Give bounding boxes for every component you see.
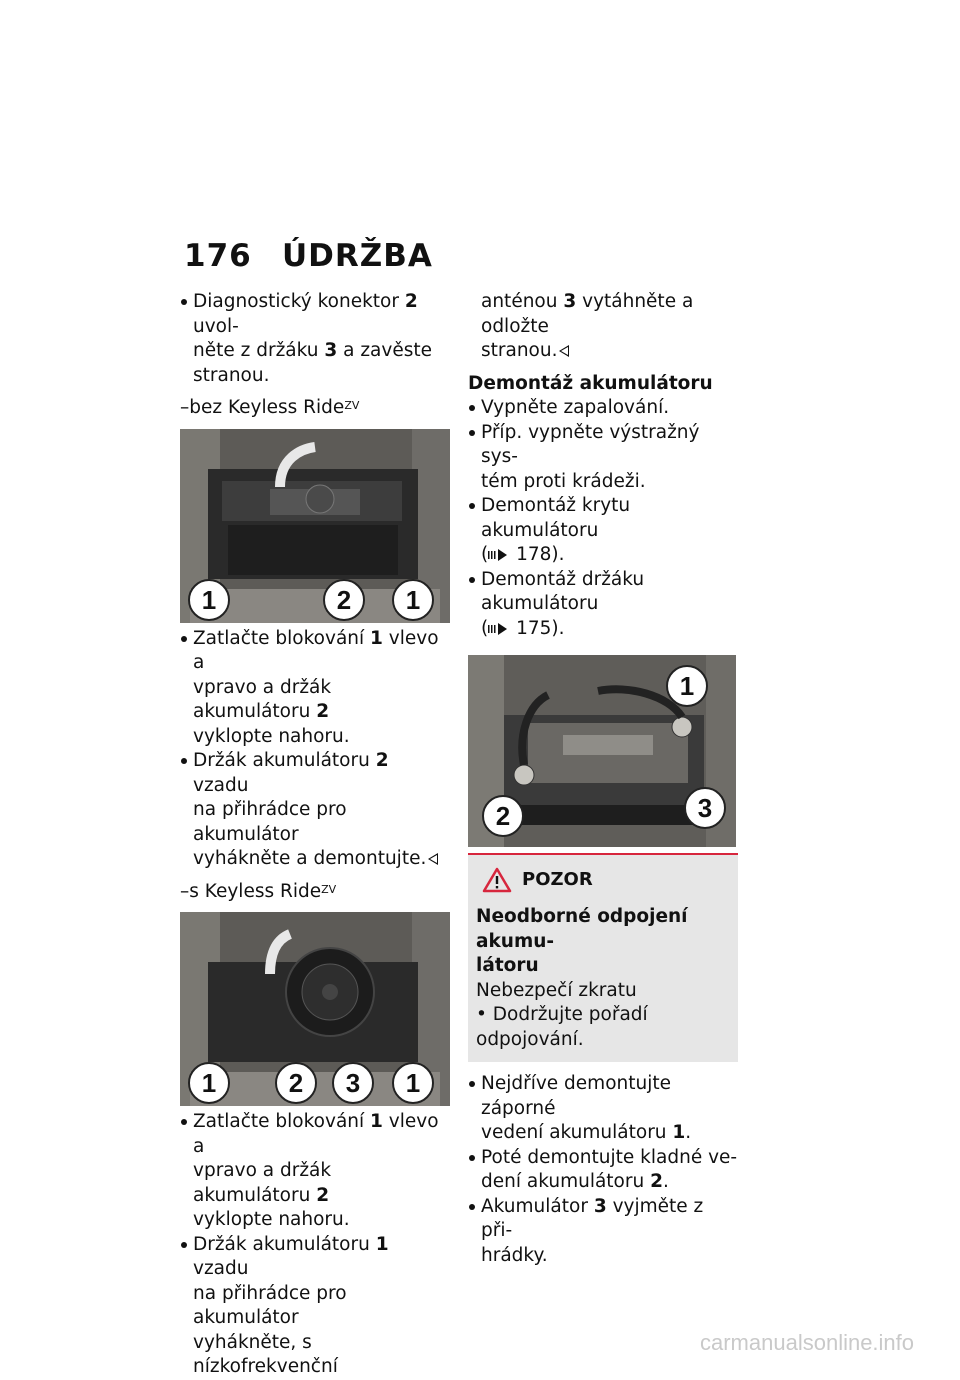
right-column — [468, 290, 738, 1268]
callout-1: 1 — [666, 665, 708, 707]
photo-battery-holder — [180, 429, 450, 623]
warning-box — [468, 853, 738, 1062]
list-item: Poté demontujte kladné ve- dení akumulátoru 2. — [468, 1146, 738, 1195]
list-item: Akumulátor 3 vyjměte z při- hrádky. — [468, 1195, 738, 1269]
callout-1-right: 1 — [392, 1062, 434, 1104]
callout-2: 2 — [482, 795, 524, 837]
callout-1-left: 1 — [188, 579, 230, 621]
page-reference-link[interactable]: 178). — [516, 544, 565, 565]
callout-1-right: 1 — [392, 579, 434, 621]
section-label-without-keyless: –bez Keyless Ride$^{ZV}$ — [180, 397, 360, 418]
photo-battery-terminals — [468, 655, 736, 847]
list-item: Nejdříve demontujte záporné vedení akumulátoru 1. — [468, 1072, 738, 1146]
callout-2: 2 — [323, 579, 365, 621]
list-item: Demontáž krytu akumulátoru ( 178). — [468, 494, 738, 568]
list-item: Příp. vypněte výstražný sys- tém proti krádeži. — [468, 421, 738, 495]
warning-triangle-icon — [482, 867, 512, 893]
page-reference-link[interactable]: 175). — [516, 617, 565, 639]
page-reference-icon — [488, 624, 510, 634]
photo-battery-holder-keyless — [180, 912, 450, 1106]
list-item: Zatlačte blokování 1 vlevo a vpravo a držák akumulátoru 2 vyklopte nahoru. — [180, 627, 446, 750]
page-number: 176 — [184, 238, 252, 274]
list-item: Držák akumulátoru 1 vzadu na přihrádce pro akumulátor vyhákněte, s nízkofrekvenční — [180, 1233, 446, 1380]
list-item: Diagnostický konektor 2 uvol- něte z držáku 3 a zavěste stranou. — [180, 290, 446, 388]
page-header — [184, 238, 433, 274]
warning-heading: Neodborné odpojení akumu- látoru — [476, 906, 688, 976]
watermark: carmanualsonline.info — [700, 1330, 915, 1355]
page-title: ÚDRŽBA — [282, 238, 433, 274]
continued-text: anténou 3 vytáhněte a odložte stranou. — [481, 291, 694, 361]
warning-text: Nebezpečí zkratu — [476, 979, 637, 1001]
section-heading: Demontáž akumulátoru — [468, 372, 713, 394]
final-steps — [468, 1072, 738, 1268]
page-reference-icon — [488, 550, 510, 560]
end-mark-icon — [559, 345, 569, 357]
end-mark-icon — [428, 853, 438, 865]
callout-3: 3 — [684, 787, 726, 829]
left-column — [180, 290, 446, 1380]
callout-1-left: 1 — [188, 1062, 230, 1104]
list-item: Držák akumulátoru 2 vzadu na přihrádce pro akumulátor vyhákněte a demontujte. — [180, 749, 446, 872]
list-item: Demontáž držáku akumulátoru ( 175). — [468, 568, 738, 642]
warning-item: • Dodržujte pořadí odpojování. — [476, 1004, 648, 1050]
callout-3: 3 — [332, 1062, 374, 1104]
list-item: Zatlačte blokování 1 vlevo a vpravo a držák akumulátoru 2 vyklopte nahoru. — [180, 1110, 446, 1233]
callout-2: 2 — [275, 1062, 317, 1104]
list-item: Vypněte zapalování. — [468, 396, 738, 421]
warning-title: POZOR — [482, 867, 730, 893]
section-label-with-keyless: –s Keyless Ride$^{ZV}$ — [180, 880, 337, 902]
